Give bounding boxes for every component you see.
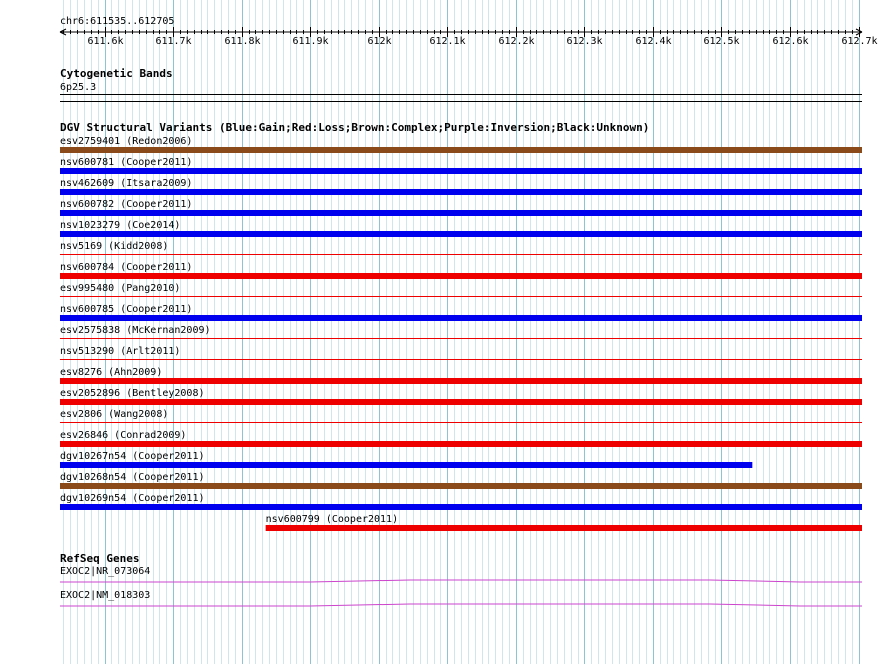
dgv-feature-label: esv8276 (Ahn2009): [60, 367, 163, 378]
dgv-feature-label: nsv1023279 (Coe2014): [60, 220, 181, 231]
dgv-feature-bar: [60, 189, 862, 195]
cytoband-label: 6p25.3: [60, 82, 97, 93]
ruler-tick-label: 611.7k: [155, 36, 192, 47]
dgv-feature-label: dgv10267n54 (Cooper2011): [60, 451, 205, 462]
ruler-tick-label: 612.4k: [635, 36, 672, 47]
ruler-tick-label: 611.6k: [87, 36, 124, 47]
dgv-feature-label: esv2575838 (McKernan2009): [60, 325, 211, 336]
dgv-feature-bar: [60, 296, 862, 297]
ruler-tick-label: 611.8k: [224, 36, 261, 47]
dgv-feature-bar: [60, 483, 862, 489]
dgv-feature-bar: [266, 525, 862, 531]
dgv-feature-bar: [60, 504, 862, 510]
dgv-track-title: DGV Structural Variants (Blue:Gain;Red:Loss;Brown:Complex;Purple:Inversion;Black:Unknown): [60, 121, 650, 134]
dgv-feature-bar: [60, 378, 862, 384]
dgv-feature-label: nsv600785 (Cooper2011): [60, 304, 193, 315]
dgv-feature-label: esv2759401 (Redon2006): [60, 136, 193, 147]
dgv-feature-bar: [60, 254, 862, 255]
dgv-feature-bar: [60, 168, 862, 174]
dgv-feature-bar: [60, 273, 862, 279]
dgv-feature-label: esv2806 (Wang2008): [60, 409, 169, 420]
cytoband-track-title: Cytogenetic Bands: [60, 67, 173, 80]
dgv-feature-label: nsv600799 (Cooper2011): [265, 514, 399, 525]
dgv-feature-bar: [60, 462, 752, 468]
ruler-tick-label: 612.7k: [841, 36, 878, 47]
dgv-feature-bar: [60, 338, 862, 339]
dgv-feature-bar: [60, 231, 862, 237]
dgv-feature-bar: [60, 399, 862, 405]
dgv-feature-label: esv2052896 (Bentley2008): [60, 388, 205, 399]
dgv-feature-bar: [60, 147, 862, 153]
dgv-feature-label: nsv513290 (Arlt2011): [60, 346, 181, 357]
ruler-tick-label: 612.6k: [772, 36, 809, 47]
dgv-feature-label: esv26846 (Conrad2009): [60, 430, 187, 441]
refseq-gene-label: EXOC2|NR_073064: [60, 566, 151, 577]
dgv-feature-label: nsv5169 (Kidd2008): [60, 241, 169, 252]
dgv-feature-bar: [60, 359, 862, 360]
dgv-feature-label: esv995480 (Pang2010): [60, 283, 181, 294]
dgv-feature-label: nsv600781 (Cooper2011): [60, 157, 193, 168]
refseq-gene-label: EXOC2|NM_018303: [60, 590, 151, 601]
dgv-feature-bar: [60, 441, 862, 447]
dgv-feature-label: nsv462609 (Itsara2009): [60, 178, 193, 189]
dgv-feature-bar: [60, 422, 862, 423]
ruler-tick-label: 612.3k: [566, 36, 603, 47]
refseq-track-title: RefSeq Genes: [60, 552, 140, 565]
ruler-tick-label: 612.2k: [498, 36, 535, 47]
dgv-feature: [266, 514, 862, 531]
dgv-feature-label: nsv600782 (Cooper2011): [60, 199, 193, 210]
ruler-tick-label: 612.1k: [429, 36, 466, 47]
ruler-tick-label: 612k: [367, 36, 392, 47]
dgv-feature-label: nsv600784 (Cooper2011): [60, 262, 193, 273]
dgv-feature-label: dgv10268n54 (Cooper2011): [60, 472, 205, 483]
ruler-tick-label: 612.5k: [703, 36, 740, 47]
dgv-feature-bar: [60, 315, 862, 321]
location-label: chr6:611535..612705: [60, 16, 175, 27]
ruler-tick-label: 611.9k: [292, 36, 329, 47]
dgv-feature-label: dgv10269n54 (Cooper2011): [60, 493, 205, 504]
dgv-feature-bar: [60, 210, 862, 216]
